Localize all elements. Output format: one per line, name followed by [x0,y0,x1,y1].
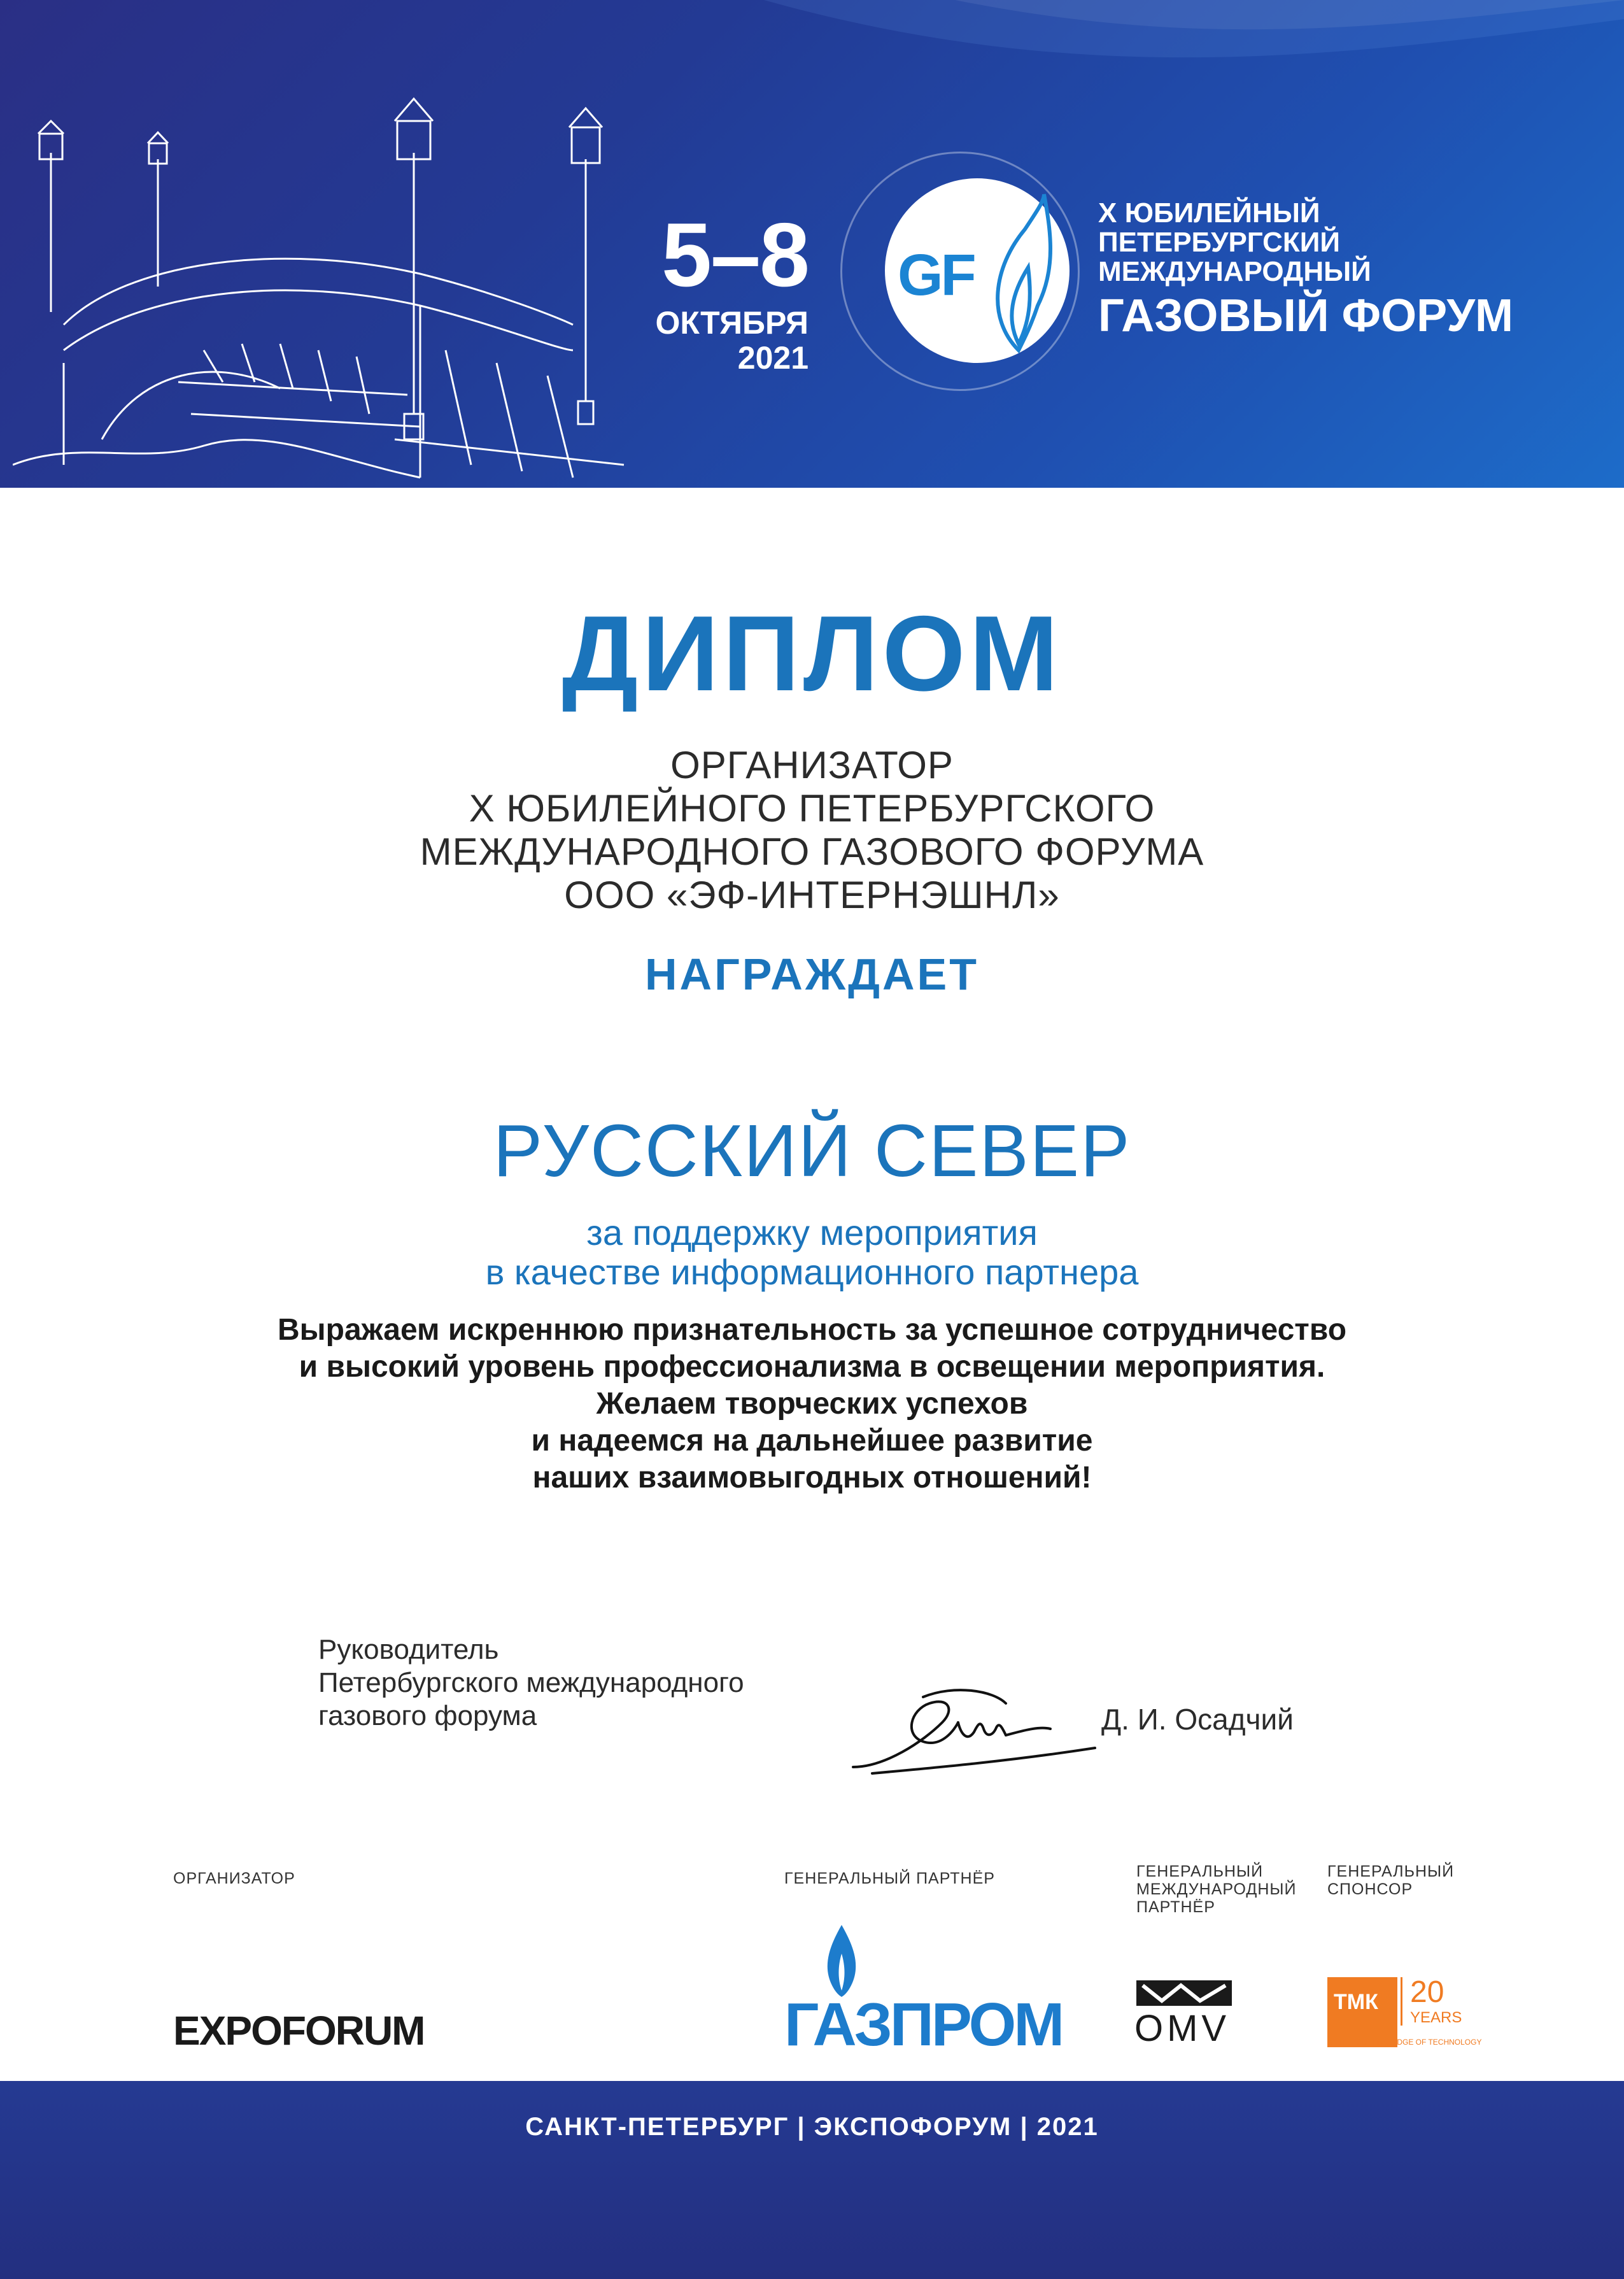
organizer-line: МЕЖДУНАРОДНОГО ГАЗОВОГО ФОРУМА [420,830,1204,873]
tmk-years-word: YEARS [1410,2009,1462,2026]
event-dates [573,204,808,376]
role-line: Руководитель [318,1634,499,1665]
label-line: ГЕНЕРАЛЬНЫЙ [1327,1863,1455,1880]
tmk-years-number: 20 [1410,1975,1444,2009]
organizer-block [0,744,1624,917]
message-line: наших взаимовыгодных отношений! [532,1461,1092,1494]
bridge-illustration [13,83,649,484]
signatory-role [318,1633,744,1733]
organizer-label: ОРГАНИЗАТОР [173,1870,295,1887]
date-range: 5–8 [661,204,808,306]
recipient-name: РУССКИЙ СЕВЕР [493,1109,1131,1192]
expoforum-logo: EXPOFORUM [173,2008,425,2054]
date-month: ОКТЯБРЯ [655,305,808,341]
label-line: ГЕНЕРАЛЬНЫЙ [1136,1863,1264,1880]
role-line: газового форума [318,1700,537,1731]
header-banner [0,0,1624,488]
gf-logo-text: GF [898,243,974,308]
forum-line-3: МЕЖДУНАРОДНЫЙ [1098,256,1371,288]
message-line: и надеемся на дальнейшее развитие [531,1424,1093,1458]
organizer-line: X ЮБИЛЕЙНОГО ПЕТЕРБУРГСКОГО [469,787,1155,830]
forum-title [1098,199,1513,341]
label-line: СПОНСОР [1327,1880,1413,1898]
omv-logo: OMV [1134,2008,1231,2049]
message-line: Выражаем искреннюю признательность за успешное сотрудничество [277,1313,1347,1347]
gazprom-flame-icon [816,1922,867,1998]
reason-line: за поддержку мероприятия [586,1212,1038,1253]
organizer-line: ООО «ЭФ-ИНТЕРНЭШНЛ» [564,874,1060,916]
role-line: Петербургского международного [318,1667,744,1698]
label-line: ПАРТНЁР [1136,1898,1215,1916]
message-line: и высокий уровень профессионализма в освещении мероприятия. [299,1350,1325,1384]
sponsor-label [1327,1863,1454,1898]
reason-line: в качестве информационного партнера [485,1252,1139,1292]
tmk-anniversary [1401,1977,1462,2026]
diploma-title: ДИПЛОМ [561,593,1063,713]
general-partner-label: ГЕНЕРАЛЬНЫЙ ПАРТНЁР [784,1870,995,1887]
omv-mark-icon [1136,1980,1232,2006]
label-line: МЕЖДУНАРОДНЫЙ [1136,1880,1297,1898]
gratitude-message [0,1312,1624,1496]
awards-heading: НАГРАЖДАЕТ [644,949,979,999]
gazprom-logo: ГАЗПРОМ [784,1991,1063,2059]
message-line: Желаем творческих успехов [596,1387,1028,1421]
forum-line-4: ГАЗОВЫЙ ФОРУМ [1098,290,1513,341]
forum-line-1: X ЮБИЛЕЙНЫЙ [1098,197,1320,229]
handwritten-signature [847,1672,1101,1780]
tmk-logo-text: ТМК [1334,1990,1378,2014]
date-year: 2021 [737,340,808,376]
award-reason [0,1213,1624,1292]
flame-icon [980,191,1057,357]
signatory-name: Д. И. Осадчий [1101,1703,1294,1736]
lamp-post-icon [38,121,64,312]
intl-partner-label [1136,1863,1297,1916]
organizer-line: ОРГАНИЗАТОР [670,744,954,786]
footer-bar [0,2081,1624,2279]
tmk-tagline: AT THE CUTTING EDGE OF TECHNOLOGY [1327,2038,1482,2047]
footer-text: САНКТ-ПЕТЕРБУРГ | ЭКСПОФОРУМ | 2021 [525,2113,1099,2141]
forum-line-2: ПЕТЕРБУРГСКИЙ [1098,227,1341,259]
